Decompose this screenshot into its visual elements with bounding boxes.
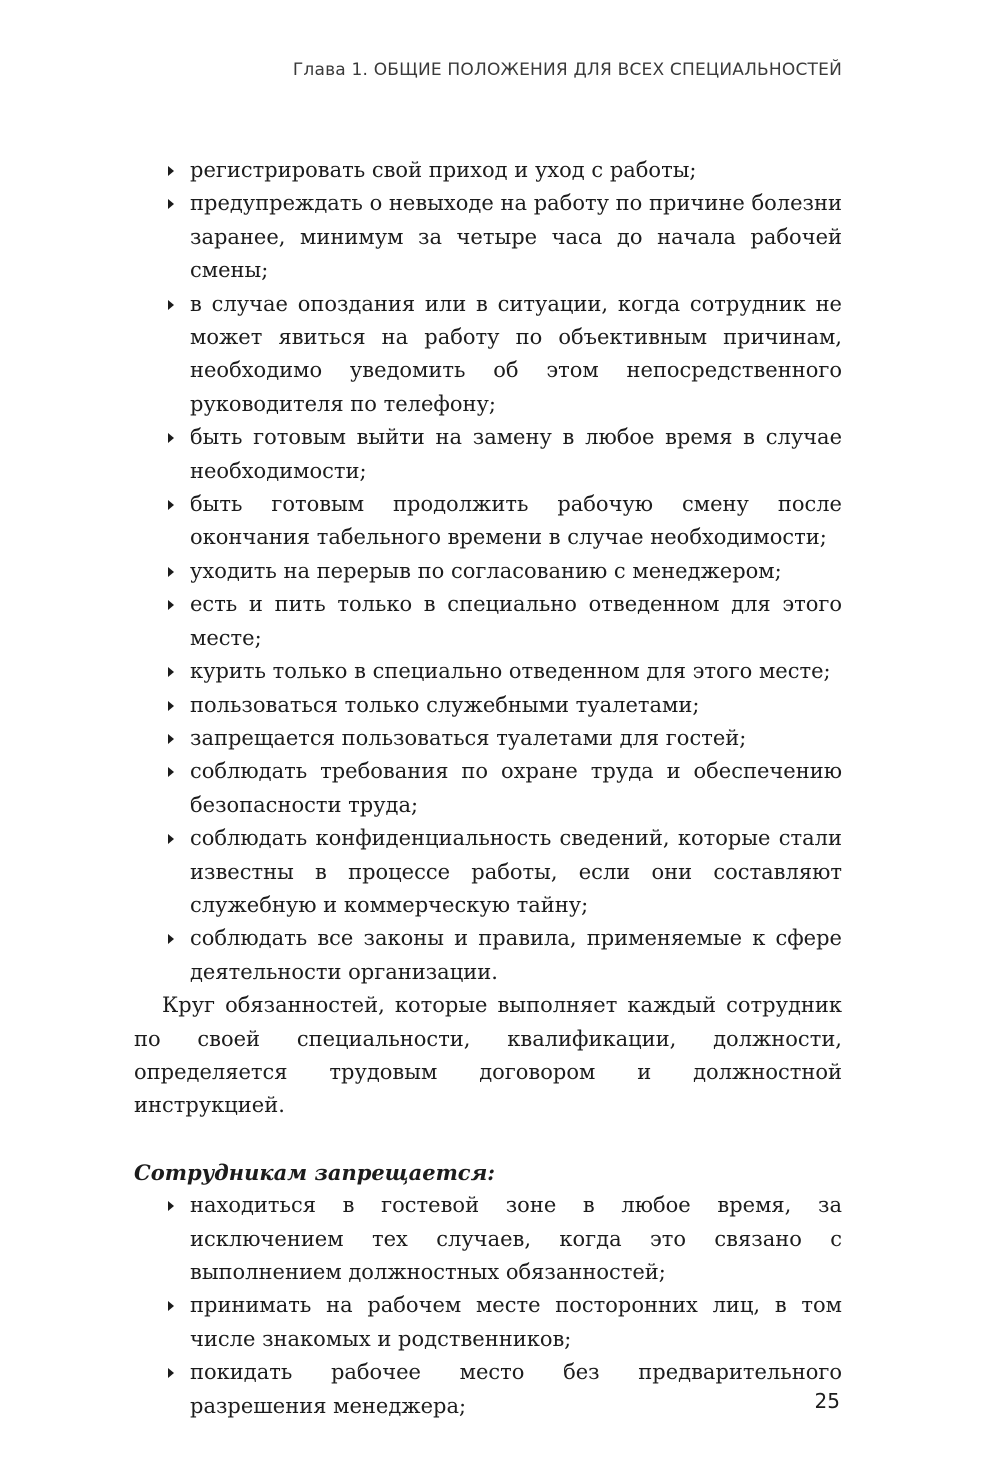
bullet-arrow-icon: [168, 500, 174, 510]
list-item: [190, 655, 842, 688]
list-item: [190, 755, 842, 822]
list-item-text: пользоваться только служебными туалетами;: [190, 692, 700, 717]
bullet-arrow-icon: [168, 1201, 174, 1211]
list-item-text: находиться в гостевой зоне в любое время, за исключением тех случаев, когда это связано с выполнением должностных обязанностей;: [190, 1193, 842, 1284]
list-item: [190, 1289, 842, 1356]
bullet-arrow-icon: [168, 934, 174, 944]
list-item: [190, 154, 842, 187]
bullet-arrow-icon: [168, 767, 174, 777]
running-head: Глава 1. ОБЩИЕ ПОЛОЖЕНИЯ ДЛЯ ВСЕХ СПЕЦИАЛЬНОСТЕЙ: [292, 60, 842, 80]
bullet-arrow-icon: [168, 433, 174, 443]
body-paragraph: Круг обязанностей, которые выполняет каждый сотрудник по своей специальности, квалификации, должности, определяется трудовым договором и должностной инструкцией.: [134, 993, 842, 1118]
list-item: [190, 288, 842, 422]
list-item-text: соблюдать конфиденциальность сведений, которые стали известны в процессе работы, если они составляют служебную и коммерческую тайну;: [190, 826, 842, 917]
list-item-text: быть готовым продолжить рабочую смену после окончания табельного времени в случае необходимости;: [190, 492, 842, 550]
list-item: [190, 722, 842, 755]
bullet-arrow-icon: [168, 734, 174, 744]
list-item-text: уходить на перерыв по согласованию с менеджером;: [190, 558, 782, 583]
list-item-text: регистрировать свой приход и уход с работы;: [190, 158, 697, 182]
bullet-arrow-icon: [168, 701, 174, 711]
bullet-arrow-icon: [168, 600, 174, 610]
list-item-text: предупреждать о невыходе на работу по причине болезни заранее, минимум за четыре часа до начала рабочей смены;: [190, 191, 842, 283]
bullet-arrow-icon: [168, 567, 174, 577]
list-item-text: быть готовым выйти на замену в любое время в случае необходимости;: [190, 425, 842, 483]
body-text: [134, 154, 842, 1423]
duties-list: [134, 154, 842, 989]
list-item-text: запрещается пользоваться туалетами для гостей;: [190, 725, 747, 750]
list-item: [190, 922, 842, 989]
page-number: 25: [814, 1389, 840, 1413]
bullet-arrow-icon: [168, 300, 174, 310]
list-item: [190, 689, 842, 722]
list-item: [190, 588, 842, 655]
bullet-arrow-icon: [168, 834, 174, 844]
list-item-text: принимать на рабочем месте посторонних лиц, в том числе знакомых и родственников;: [190, 1293, 842, 1351]
list-item: [190, 187, 842, 287]
list-item-text: соблюдать все законы и правила, применяемые к сфере деятельности организации.: [190, 926, 842, 984]
bullet-arrow-icon: [168, 667, 174, 677]
section-heading: Сотрудникам запрещается:: [134, 1159, 496, 1185]
list-item: [190, 555, 842, 588]
list-item: [190, 822, 842, 922]
bullet-arrow-icon: [168, 1368, 174, 1378]
list-item: [190, 1356, 842, 1423]
list-item-text: есть и пить только в специально отведенном для этого месте;: [190, 592, 842, 650]
list-item: [190, 1189, 842, 1289]
list-item: [190, 488, 842, 555]
bullet-arrow-icon: [168, 199, 174, 209]
bullet-arrow-icon: [168, 1301, 174, 1311]
prohibitions-list: [134, 1189, 842, 1423]
list-item-text: покидать рабочее место без предварительного разрешения менеджера;: [190, 1360, 842, 1418]
bullet-arrow-icon: [168, 166, 174, 176]
list-item: [190, 421, 842, 488]
list-item-text: в случае опоздания или в ситуации, когда сотрудник не может явиться на работу по объективным причинам, необходимо уведомить об этом непосредственного руководителя по телефону;: [190, 291, 842, 416]
list-item-text: курить только в специально отведенном для этого месте;: [190, 659, 831, 684]
list-item-text: соблюдать требования по охране труда и обеспечению безопасности труда;: [190, 759, 842, 817]
